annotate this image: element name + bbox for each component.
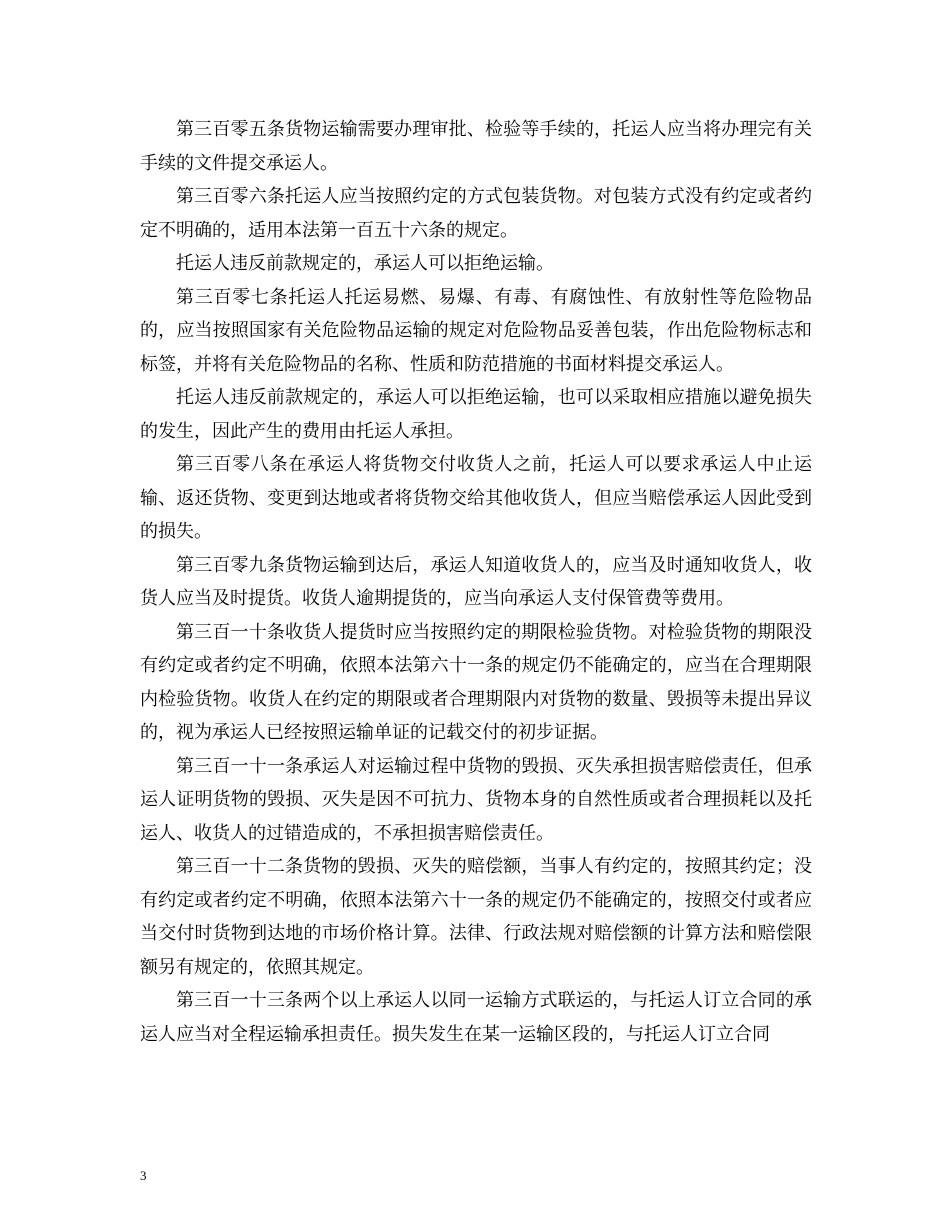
paragraph-article-308: 第三百零八条在承运人将货物交付收货人之前，托运人可以要求承运人中止运输、返还货物、变更到达地或者将货物交给其他收货人，但应当赔偿承运人因此受到的损失。 <box>140 454 812 542</box>
paragraph-article-309: 第三百零九条货物运输到达后，承运人知道收货人的，应当及时通知收货人，收货人应当及时提货。收货人逾期提货的，应当向承运人支付保管费等费用。 <box>140 554 812 609</box>
paragraph-article-310: 第三百一十条收货人提货时应当按照约定的期限检验货物。对检验货物的期限没有约定或者约定不明确，依照本法第六十一条的规定仍不能确定的，应当在合理期限内检验货物。收货人在约定的期限或者合理期限内对货物的数量、毁损等未提出异议的，视为承运人已经按照运输单证的记载交付的初步证据。 <box>140 621 812 743</box>
document-body <box>140 113 812 1051</box>
paragraph-article-312: 第三百一十二条货物的毁损、灭失的赔偿额，当事人有约定的，按照其约定；没有约定或者约定不明确，依照本法第六十一条的规定仍不能确定的，按照交付或者应当交付时货物到达地的市场价格计算。法律、行政法规对赔偿额的计算方法和赔偿限额另有规定的，依照其规定。 <box>140 856 812 978</box>
paragraph-article-306-clause-2: 托运人违反前款规定的，承运人可以拒绝运输。 <box>176 253 554 274</box>
paragraph-article-307: 第三百零七条托运人托运易燃、易爆、有毒、有腐蚀性、有放射性等危险物品的，应当按照国家有关危险物品运输的规定对危险物品妥善包装，作出危险物标志和标签，并将有关危险物品的名称、性质和防范措施的书面材料提交承运人。 <box>140 286 812 375</box>
paragraph-article-305: 第三百零五条货物运输需要办理审批、检验等手续的，托运人应当将办理完有关手续的文件提交承运人。 <box>140 119 812 174</box>
paragraph-article-307-clause-2: 托运人违反前款规定的，承运人可以拒绝运输，也可以采取相应措施以避免损失的发生，因此产生的费用由托运人承担。 <box>140 387 812 442</box>
paragraph-article-311: 第三百一十一条承运人对运输过程中货物的毁损、灭失承担损害赔偿责任，但承运人证明货物的毁损、灭失是因不可抗力、货物本身的自然性质或者合理损耗以及托运人、收货人的过错造成的，不承担损害赔偿责任。 <box>140 755 812 844</box>
paragraph-article-306: 第三百零六条托运人应当按照约定的方式包装货物。对包装方式没有约定或者约定不明确的，适用本法第一百五十六条的规定。 <box>140 186 812 241</box>
paragraph-article-313: 第三百一十三条两个以上承运人以同一运输方式联运的，与托运人订立合同的承运人应当对全程运输承担责任。损失发生在某一运输区段的，与托运人订立合同 <box>140 990 812 1045</box>
page-number: 3 <box>140 1168 147 1183</box>
